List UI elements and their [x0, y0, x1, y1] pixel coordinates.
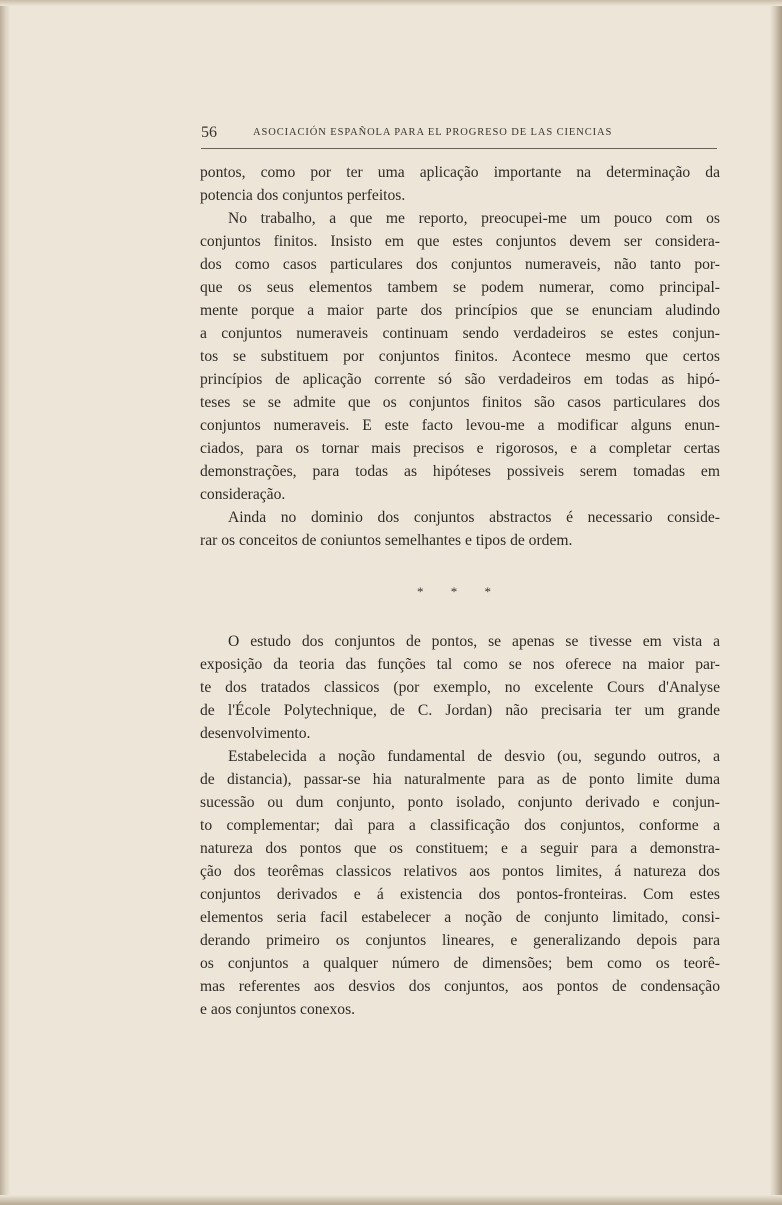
text-line: to complementar; daì para a classificação dos conjuntos, conforme a — [200, 817, 720, 834]
text-line: sucessão ou dum conjunto, ponto isolado, conjunto derivado e conjun- — [200, 794, 720, 811]
header-rule — [201, 148, 717, 149]
text-line: conjuntos derivados e á existencia dos pontos-fronteiras. Com estes — [200, 886, 720, 903]
text-block-1 — [200, 161, 720, 552]
text-line: desenvolvimento. — [200, 725, 311, 742]
text-line: dos como casos particulares dos conjuntos numeraveis, não tanto por- — [200, 256, 720, 273]
text-line: demonstrações, para todas as hipóteses possiveis serem tomadas em — [200, 463, 720, 480]
text-line: mente porque a maior parte dos princípios que se enunciam aludindo — [200, 302, 720, 319]
page-edge-top — [0, 0, 782, 6]
text-line: de l'École Polytechnique, de C. Jordan) não precisaria ter um grande — [200, 702, 720, 719]
text-line: os conjuntos a qualquer número de dimensões; bem como os teorê- — [200, 955, 720, 972]
page-edge-bottom — [0, 1195, 782, 1205]
text-line: tos se substituem por conjuntos finitos. Acontece mesmo que certos — [200, 348, 720, 365]
text-line: Ainda no dominio dos conjuntos abstractos é necessario conside- — [228, 509, 720, 526]
text-line: No trabalho, a que me reporto, preocupei-me um pouco com os — [228, 210, 720, 227]
text-line: princípios de aplicação corrente só são verdadeiros em todas as hipó- — [200, 371, 720, 388]
text-line: exposição da teoria das funções tal como se nos oferece na maior par- — [200, 656, 720, 673]
text-line: ciados, para os tornar mais precisos e rigorosos, e a completar certas — [200, 440, 720, 457]
text-line: pontos, como por ter uma aplicação importante na determinação da — [200, 164, 720, 181]
text-line: potencia dos conjuntos perfeitos. — [200, 187, 406, 204]
text-line: e aos conjuntos conexos. — [200, 1001, 356, 1018]
text-line: natureza dos pontos que os constituem; e a seguir para a demonstra- — [200, 840, 720, 857]
text-line: teses se se admite que os conjuntos finitos são casos particulares dos — [200, 394, 720, 411]
text-line: derando primeiro os conjuntos lineares, e generalizando depois para — [200, 932, 720, 949]
text-block-2 — [200, 630, 720, 1021]
page-edge-left — [0, 0, 10, 1205]
section-separator: * * * — [417, 584, 503, 599]
text-line: rar os conceitos de coniuntos semelhantes e tipos de ordem. — [200, 532, 573, 549]
text-line: conjuntos finitos. Insisto em que estes conjuntos devem ser considera- — [200, 233, 720, 250]
page-number: 56 — [201, 124, 217, 141]
text-line: consideração. — [200, 486, 286, 503]
text-line: de distancia), passar-se hia naturalmente para as de ponto limite duma — [200, 771, 720, 788]
text-line: ção dos teorêmas classicos relativos aos pontos limites, á natureza dos — [200, 863, 720, 880]
page-header — [201, 124, 717, 144]
running-head: ASOCIACIÓN ESPAÑOLA PARA EL PROGRESO DE LAS CIENCIAS — [253, 127, 613, 138]
text-line: mas referentes aos desvios dos conjuntos, aos pontos de condensação — [200, 978, 720, 995]
text-line: que os seus elementos tambem se podem numerar, como principal- — [200, 279, 720, 296]
text-line: a conjuntos numeraveis continuam sendo verdadeiros se estes conjun- — [200, 325, 720, 342]
text-line: conjuntos numeraveis. E este facto levou-me a modificar alguns enun- — [200, 417, 720, 434]
text-line: O estudo dos conjuntos de pontos, se apenas se tivesse em vista a — [228, 633, 720, 650]
text-line: elementos seria facil estabelecer a noção de conjunto limitado, consi- — [200, 909, 720, 926]
text-line: te dos tratados classicos (por exemplo, no excelente Cours d'Analyse — [200, 679, 720, 696]
page-edge-right — [770, 0, 782, 1205]
text-line: Estabelecida a noção fundamental de desvio (ou, segundo outros, a — [228, 748, 720, 765]
